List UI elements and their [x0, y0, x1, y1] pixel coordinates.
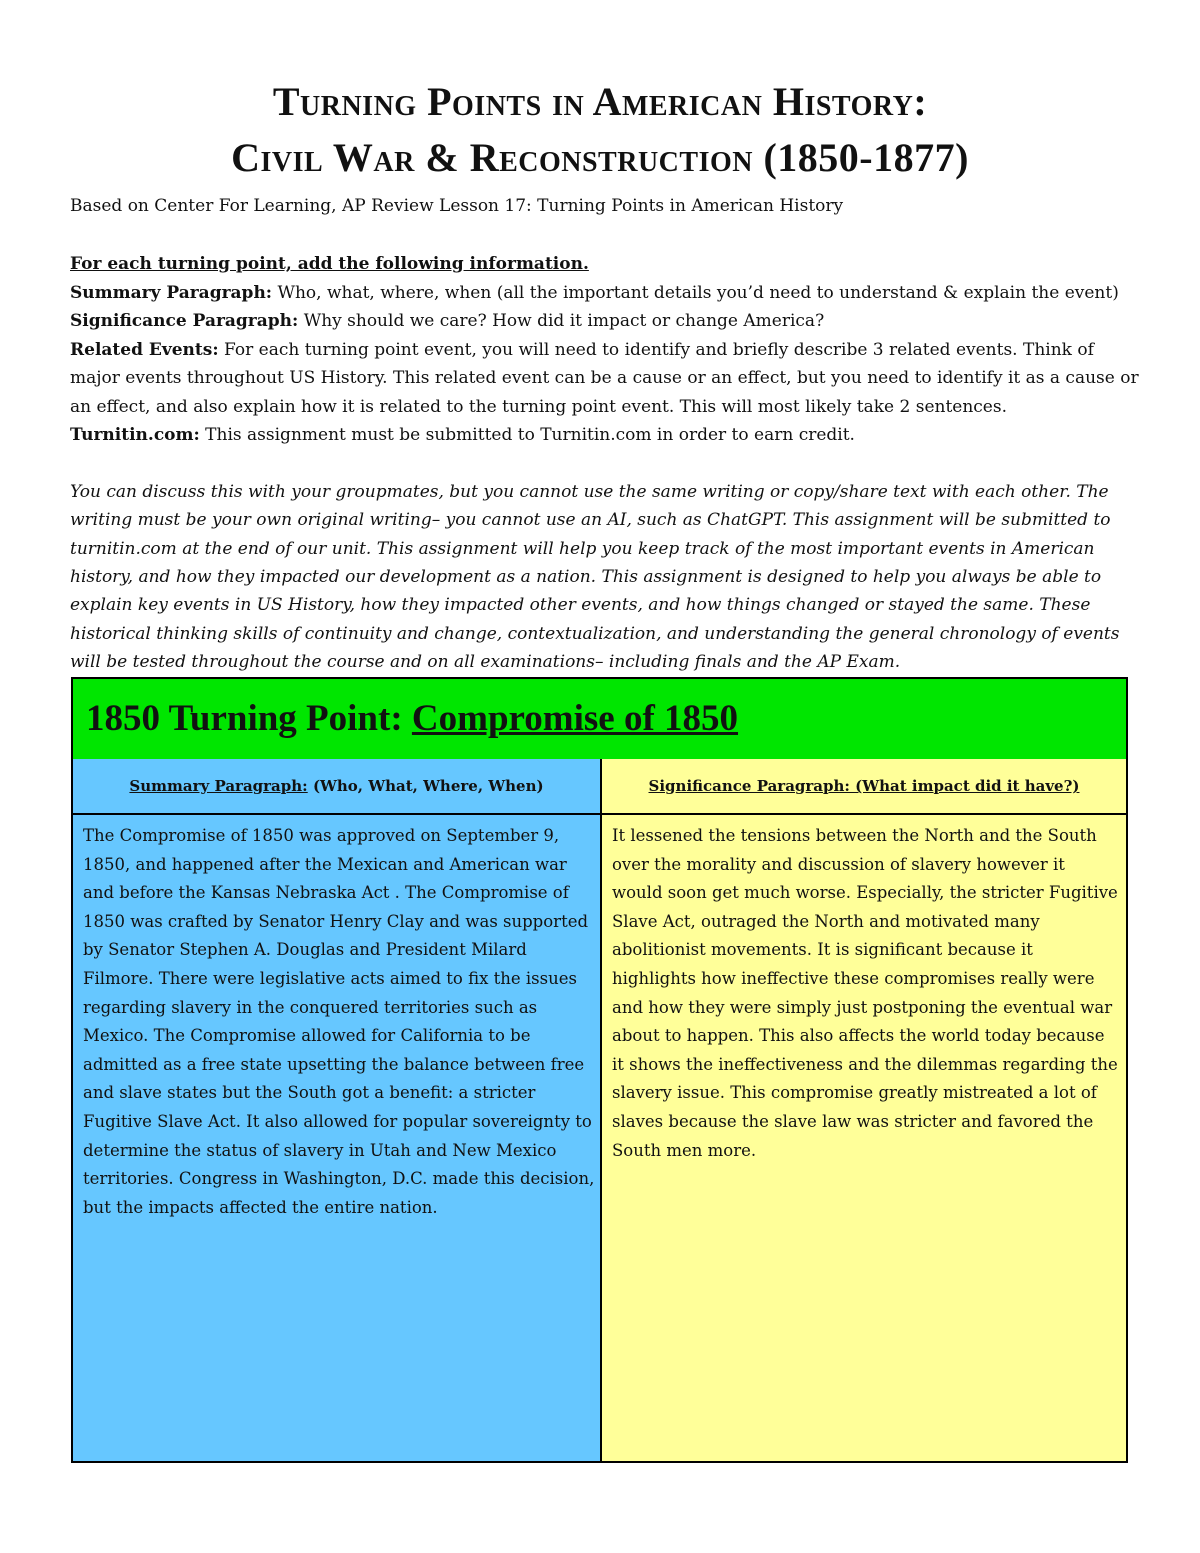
significance-paragraph[interactable]: It lessened the tensions between the North and the South over the morality and discussion of slavery however it would soon get much worse. Especially, the stricter Fugitive Slave Act, outraged the North and motivated many abolitionist movements. It is significant because it highlights how ineffective these compromises really were and how they were simply just postponing the eventual war about to happen. This also affects the world today because it shows the ineffectiveness and the dilemmas regarding the slavery issue. This compromise greatly mistreated a lot of slaves because the slave law was stricter and favored the South men more.	[612, 826, 1118, 1160]
note-line: explain key events in US History, how they impacted other events, and how things changed or stayed the same. These	[70, 595, 1091, 615]
instruction-related-label: Related Events:	[70, 340, 219, 360]
turning-point-table	[71, 677, 1128, 1463]
table-header-title	[86, 697, 738, 740]
source-citation: Based on Center For Learning, AP Review Lesson 17: Turning Points in American History	[70, 196, 844, 216]
instruction-turnitin-label: Turnitin.com:	[70, 425, 200, 445]
instruction-significance	[70, 307, 1150, 336]
note-line: writing must be your own original writing– you cannot use an AI, such as ChatGPT. This assignment will be submitted to	[70, 510, 1111, 530]
summary-column-header	[73, 759, 600, 815]
note-line: historical thinking skills of continuity and change, contextualization, and understanding the general chronology of events	[70, 624, 1120, 644]
instruction-related-3: an effect, and also explain how it is related to the turning point event. This will most likely take 2 sentences.	[70, 397, 1008, 417]
instruction-related-2: major events throughout US History. This related event can be a cause or an effect, but you need to identify it as a cause or	[70, 368, 1139, 388]
instruction-significance-label: Significance Paragraph:	[70, 311, 299, 331]
instruction-summary-text: Who, what, where, when (all the important details you’d need to understand & explain the event)	[272, 283, 1119, 303]
instructions-heading: For each turning point, add the following information.	[70, 254, 589, 274]
note-line: You can discuss this with your groupmates, but you cannot use the same writing or copy/share text with each other. The	[70, 482, 1109, 502]
instruction-summary-label: Summary Paragraph:	[70, 283, 273, 303]
note-line: turnitin.com at the end of our unit. This assignment will help you keep track of the most important events in American	[70, 539, 1095, 559]
page-title-line-2: Civil War & Reconstruction (1850-1877)	[231, 135, 969, 180]
page-title-line-1: Turning Points in American History:	[272, 79, 928, 124]
significance-column-header	[602, 759, 1126, 815]
instruction-related-1	[70, 336, 1150, 365]
summary-column-label: Summary Paragraph:	[129, 777, 308, 795]
summary-paragraph[interactable]: The Compromise of 1850 was approved on September 9, 1850, and happened after the Mexican and American war and before the Kansas Nebraska Act . The Compromise of 1850 was crafted by Senator Henry Clay and was supported by Senator Stephen A. Douglas and President Milard Filmore. There were legislative acts aimed to fix the issues regarding slavery in the conquered territories such as Mexico. The Compromise allowed for California to be admitted as a free state upsetting the balance between free and slave states but the South got a benefit: a stricter Fugitive Slave Act. It also allowed for popular sovereignty to determine the status of slavery in Utah and New Mexico territories. Congress in Washington, D.C. made this decision, but the impacts affected the entire nation.	[83, 826, 595, 1217]
summary-column	[73, 759, 602, 1461]
instruction-significance-text: Why should we care? How did it impact or change America?	[298, 311, 825, 331]
instruction-summary	[70, 279, 1150, 308]
note-line: history, and how they impacted our development as a nation. This assignment is designed to help you always be able to	[70, 567, 1102, 587]
header-prefix: 1850 Turning Point:	[86, 698, 412, 739]
significance-column	[602, 759, 1126, 1461]
note-line: will be tested throughout the course and on all examinations– including finals and the AP Exam.	[70, 652, 901, 672]
summary-column-sub: (Who, What, Where, When)	[307, 777, 544, 795]
significance-column-label: Significance Paragraph: (What impact did it have?)	[648, 777, 1080, 795]
header-event: Compromise of 1850	[411, 698, 739, 739]
table-header	[73, 679, 1126, 761]
instruction-related-text-1: For each turning point event, you will need to identify and briefly describe 3 related events. Think of	[218, 340, 1094, 360]
instruction-turnitin	[70, 421, 1150, 450]
instruction-turnitin-text: This assignment must be submitted to Turnitin.com in order to earn credit.	[199, 425, 855, 445]
